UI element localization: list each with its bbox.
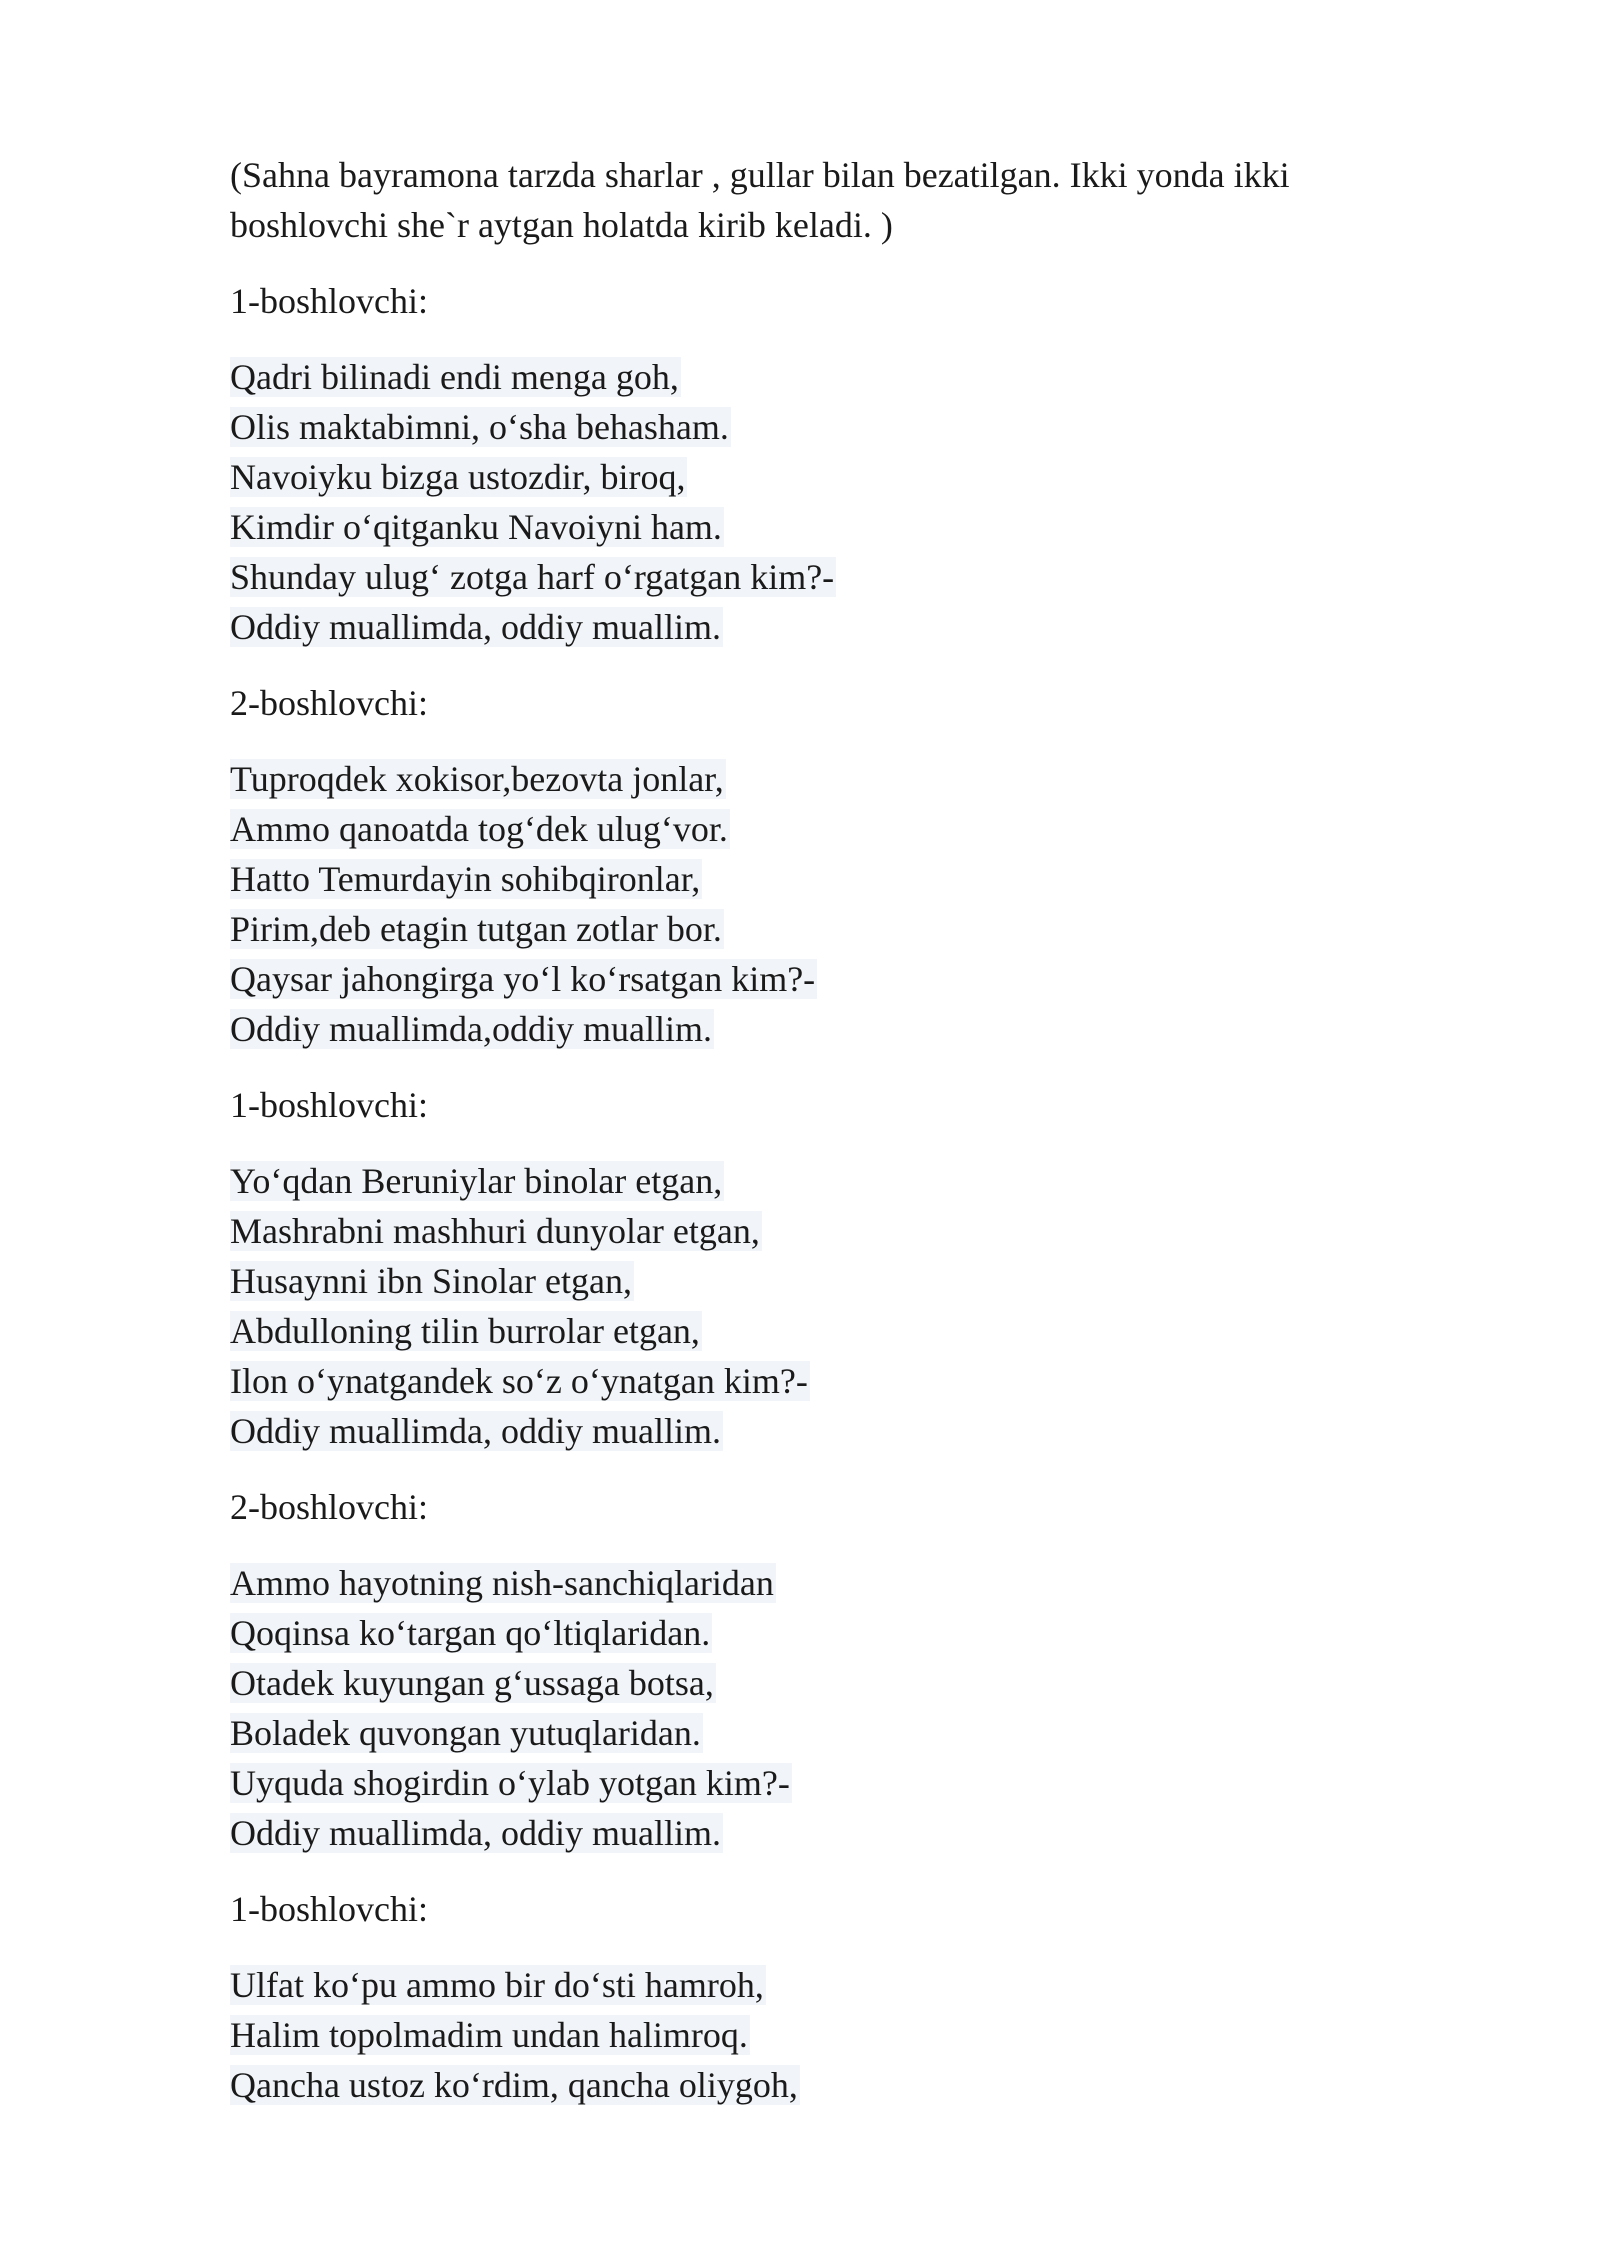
verse-line: Tuproqdek xokisor,bezovta jonlar,	[230, 759, 724, 799]
verse-line: Yo‘qdan Beruniylar binolar etgan,	[230, 1161, 723, 1201]
verse-line: Oddiy muallimda, oddiy muallim.	[230, 1813, 721, 1853]
stanza	[230, 1960, 1380, 2110]
verse-line: Ulfat ko‘pu ammo bir do‘sti hamroh,	[230, 1965, 764, 2005]
stanza	[230, 352, 1380, 652]
speaker-label: 2-boshlovchi:	[230, 683, 428, 723]
verse-line: Shunday ulug‘ zotga harf o‘rgatgan kim?-	[230, 557, 835, 597]
verse-line: Mashrabni mashhuri dunyolar etgan,	[230, 1211, 760, 1251]
verse-line: Qadri bilinadi endi menga goh,	[230, 357, 679, 397]
speaker-label: 1-boshlovchi:	[230, 1085, 428, 1125]
verse-line: Halim topolmadim undan halimroq.	[230, 2015, 748, 2055]
intro-stage-direction: (Sahna bayramona tarzda sharlar , gullar bilan bezatilgan. Ikki yonda ikki boshlovchi she`r aytgan holatda kirib keladi. )	[230, 155, 1290, 245]
section-1	[230, 276, 1380, 652]
verse-line: Kimdir o‘qitganku Navoiyni ham.	[230, 507, 722, 547]
verse-line: Oddiy muallimda,oddiy muallim.	[230, 1009, 712, 1049]
verse-line: Oddiy muallimda, oddiy muallim.	[230, 607, 721, 647]
verse-line: Hatto Temurdayin sohibqironlar,	[230, 859, 701, 899]
speaker-label: 1-boshlovchi:	[230, 1889, 428, 1929]
section-2	[230, 678, 1380, 1054]
stanza	[230, 1156, 1380, 1456]
verse-line: Oddiy muallimda, oddiy muallim.	[230, 1411, 721, 1451]
section-3	[230, 1080, 1380, 1456]
verse-line: Uyquda shogirdin o‘ylab yotgan kim?-	[230, 1763, 790, 1803]
verse-line: Ilon o‘ynatgandek so‘z o‘ynatgan kim?-	[230, 1361, 808, 1401]
section-4	[230, 1482, 1380, 1858]
stanza	[230, 754, 1380, 1054]
verse-line: Qoqinsa ko‘targan qo‘ltiqlaridan.	[230, 1613, 711, 1653]
verse-line: Ammo hayotning nish-sanchiqlaridan	[230, 1563, 774, 1603]
verse-line: Boladek quvongan yutuqlaridan.	[230, 1713, 701, 1753]
verse-line: Qancha ustoz ko‘rdim, qancha oliygoh,	[230, 2065, 798, 2105]
stanza	[230, 1558, 1380, 1858]
speaker-label: 1-boshlovchi:	[230, 281, 428, 321]
verse-line: Otadek kuyungan g‘ussaga botsa,	[230, 1663, 714, 1703]
verse-line: Navoiyku bizga ustozdir, biroq,	[230, 457, 686, 497]
verse-line: Ammo qanoatda tog‘dek ulug‘vor.	[230, 809, 728, 849]
speaker-label: 2-boshlovchi:	[230, 1487, 428, 1527]
verse-line: Husaynni ibn Sinolar etgan,	[230, 1261, 632, 1301]
verse-line: Abdulloning tilin burrolar etgan,	[230, 1311, 700, 1351]
verse-line: Qaysar jahongirga yo‘l ko‘rsatgan kim?-	[230, 959, 816, 999]
verse-line: Olis maktabimni, o‘sha behasham.	[230, 407, 729, 447]
section-5	[230, 1884, 1380, 2110]
verse-line: Pirim,deb etagin tutgan zotlar bor.	[230, 909, 722, 949]
